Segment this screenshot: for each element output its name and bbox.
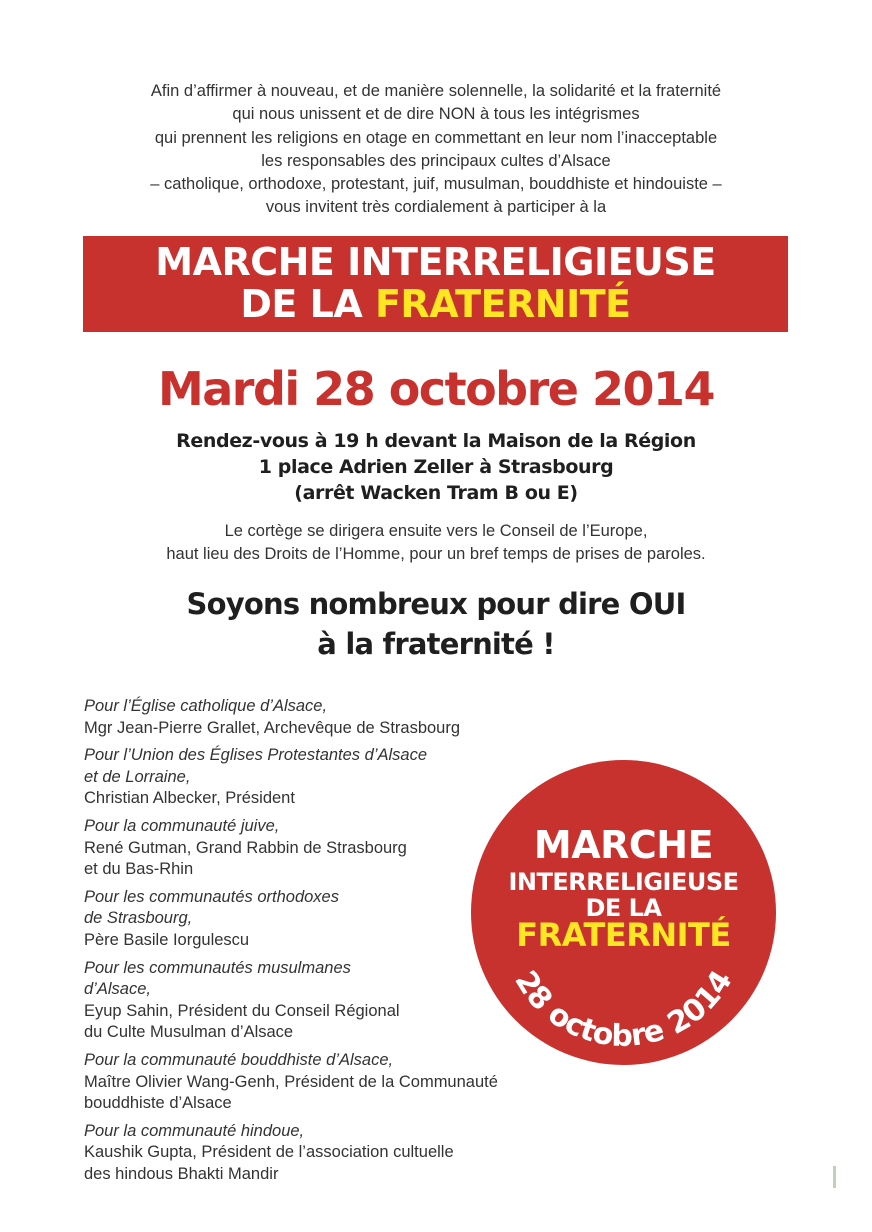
intro-line: qui nous unissent et de dire NON à tous les intégrismes: [232, 105, 640, 124]
signatory-org: d’Alsace,: [84, 980, 151, 999]
banner-prefix: DE LA: [240, 282, 375, 326]
badge-line4: FRATERNITÉ: [516, 916, 731, 954]
intro-line: qui prennent les religions en otage en commettant en leur nom l’inacceptable: [154, 128, 718, 147]
signatory-org: Pour la communauté bouddhiste d’Alsace,: [84, 1050, 394, 1069]
signatory-org: Pour les communautés musulmanes: [84, 958, 351, 977]
signatory-org: Pour l’Union des Églises Protestantes d’Alsace: [84, 746, 428, 765]
procession-info: [0, 520, 872, 566]
meeting-line: 1 place Adrien Zeller à Strasbourg: [258, 456, 614, 478]
signatory-name: Eyup Sahin, Président du Conseil Régional: [84, 1001, 400, 1020]
badge-line3: DE LA: [585, 894, 662, 922]
signatory-name: Mgr Jean-Pierre Grallet, Archevêque de Strasbourg: [84, 718, 461, 737]
badge-arc-text: 28 octobre 2014: [507, 964, 740, 1054]
intro-line: vous invitent très cordialement à participer à la: [265, 198, 607, 217]
signatory-org: et de Lorraine,: [84, 767, 191, 786]
signatory-name: Père Basile Iorgulescu: [84, 930, 250, 949]
signatory-org: Pour les communautés orthodoxes: [84, 887, 339, 906]
svg-text:28 octobre 2014: [507, 965, 739, 1054]
slogan-line: à la fraternité !: [317, 627, 555, 661]
signatory-org: Pour l’Église catholique d’Alsace,: [84, 697, 328, 715]
meeting-point: [0, 428, 872, 506]
intro-line: Afin d’affirmer à nouveau, et de manière solennelle, la solidarité et la fraternité: [150, 82, 722, 100]
signatory-name: des hindous Bhakti Mandir: [84, 1164, 279, 1183]
signatory: [84, 696, 584, 739]
signatory-name: Christian Albecker, Président: [84, 789, 295, 808]
signatory-org: de Strasbourg,: [84, 909, 193, 928]
slogan: [0, 584, 872, 664]
signatory-name: Maître Olivier Wang-Genh, Président de la Communauté: [84, 1072, 498, 1091]
title-banner: [83, 236, 788, 332]
banner-title-line1: MARCHE INTERRELIGIEUSE: [155, 240, 716, 284]
intro-line: – catholique, orthodoxe, protestant, juif, musulman, bouddhiste et hindouiste –: [150, 175, 722, 194]
signatory-name: du Culte Musulman d’Alsace: [84, 1023, 294, 1042]
badge-arc: [471, 760, 776, 1065]
signatory-name: René Gutman, Grand Rabbin de Strasbourg: [84, 838, 407, 857]
meeting-line: (arrêt Wacken Tram B ou E): [294, 482, 578, 504]
event-date: Mardi 28 octobre 2014: [157, 362, 715, 416]
procession-line: Le cortège se dirigera ensuite vers le Conseil de l’Europe,: [224, 522, 648, 540]
intro-line: les responsables des principaux cultes d’Alsace: [261, 151, 611, 170]
signatory-org: Pour la communauté hindoue,: [84, 1121, 305, 1140]
procession-line: haut lieu des Droits de l’Homme, pour un bref temps de prises de paroles.: [166, 545, 706, 563]
decorative-mark: [833, 1166, 836, 1188]
signatory-name: Kaushik Gupta, Président de l’association cultuelle: [84, 1143, 454, 1162]
signatory-name: bouddhiste d’Alsace: [84, 1094, 232, 1113]
meeting-line: Rendez-vous à 19 h devant la Maison de la Région: [176, 430, 696, 452]
signatory: [84, 1121, 584, 1186]
badge-line2: INTERRELIGIEUSE: [508, 868, 739, 896]
banner-highlight: FRATERNITÉ: [374, 282, 631, 326]
intro-text: [60, 80, 812, 220]
signatory-name: et du Bas-Rhin: [84, 860, 194, 879]
march-badge: [471, 760, 776, 1065]
signatory-org: Pour la communauté juive,: [84, 816, 280, 835]
banner-title-line2: [83, 282, 788, 326]
slogan-line: Soyons nombreux pour dire OUI: [186, 587, 686, 621]
badge-line1: MARCHE: [533, 823, 714, 867]
